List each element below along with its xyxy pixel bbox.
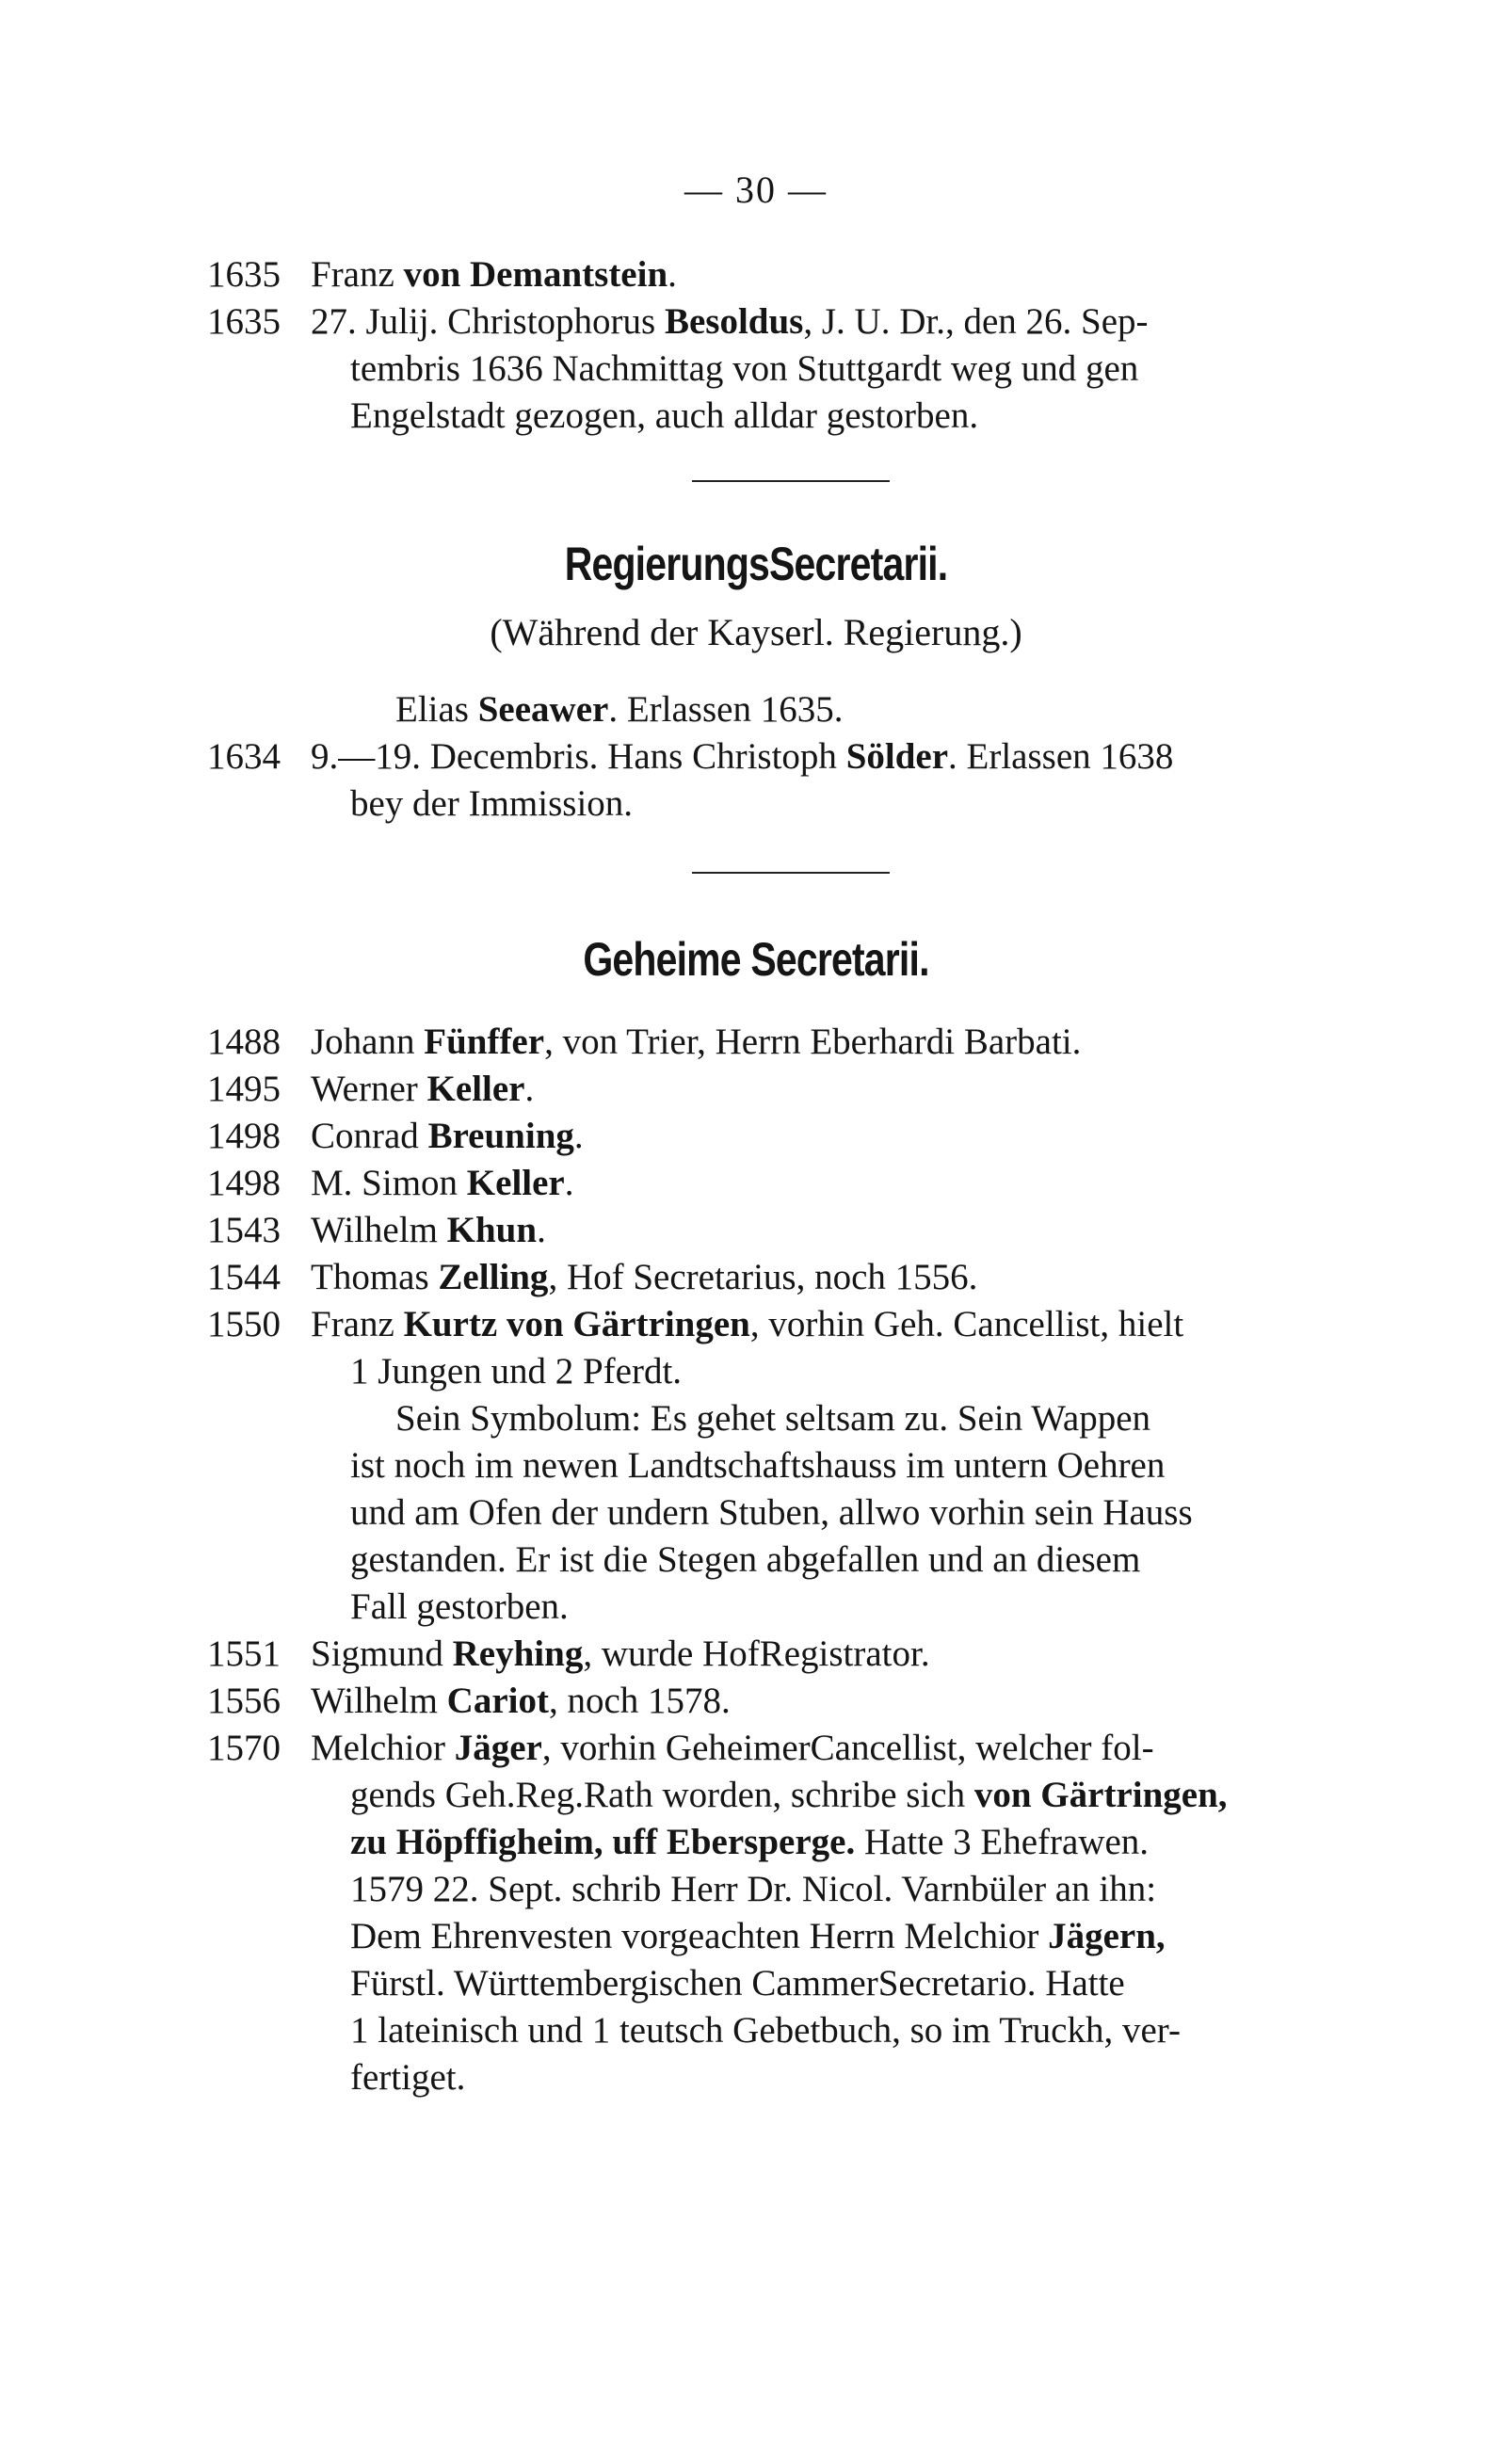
text-line — [311, 1632, 930, 1677]
text-run: Franz — [311, 254, 404, 295]
text-line — [311, 1679, 731, 1724]
text-run: Werner — [311, 1069, 427, 1109]
entry-year: 1544 — [207, 1257, 281, 1297]
text-line — [350, 1914, 1166, 1959]
text-line — [350, 1585, 569, 1630]
name-emphasis: Keller — [426, 1069, 525, 1109]
name-emphasis: Seeawer — [477, 689, 609, 730]
name-emphasis: Kurtz von Gärtringen — [403, 1304, 750, 1344]
text-line — [311, 299, 1149, 345]
text-run: Thomas — [311, 1257, 439, 1297]
text-line — [311, 1067, 534, 1112]
text-line — [350, 394, 978, 439]
name-emphasis: Keller — [466, 1163, 565, 1203]
name-emphasis: Jägern, — [1048, 1916, 1166, 1956]
text-line — [311, 1020, 1081, 1065]
name-emphasis: von Demantstein — [403, 254, 668, 295]
text-line — [311, 1161, 573, 1206]
entry-year: 1488 — [207, 1022, 281, 1062]
text-run: Wilhelm — [311, 1681, 447, 1721]
text-run: . Erlassen 1635. — [608, 689, 844, 730]
text-line — [395, 687, 843, 732]
text-run: Wilhelm — [311, 1210, 447, 1250]
text-line — [350, 1867, 1156, 1912]
text-run: , noch 1578. — [548, 1681, 731, 1721]
text-run: Johann — [311, 1022, 425, 1062]
text-run: , Hof Secretarius, noch 1556. — [548, 1257, 978, 1297]
text-line — [350, 1820, 1149, 1865]
text-run: ist noch im newen Landtschaftshauss im untern Oehren — [350, 1445, 1166, 1486]
text-run: Sigmund — [311, 1633, 453, 1674]
text-run: Fürstl. Württembergischen CammerSecretario. Hatte — [350, 1963, 1125, 2003]
entry-year: 1551 — [207, 1633, 281, 1674]
text-line — [311, 1208, 546, 1253]
name-emphasis: Cariot — [446, 1681, 549, 1721]
text-line — [311, 1255, 977, 1300]
text-run: , von Trier, Herrn Eberhardi Barbati. — [544, 1022, 1082, 1062]
text-line — [350, 1490, 1193, 1536]
text-run: . — [668, 254, 677, 295]
heading-regierungs-secretarii: RegierungsSecretarii. — [564, 538, 948, 590]
text-run: 1 lateinisch und 1 teutsch Gebetbuch, so im Truckh, ver- — [350, 2010, 1181, 2051]
text-run: 9.—19. Decembris. Hans Christoph — [311, 736, 846, 777]
text-run: . Erlassen 1638 — [948, 736, 1174, 777]
entry-year: 1570 — [207, 1728, 281, 1768]
text-run: Fall gestorben. — [350, 1586, 569, 1627]
text-line — [350, 781, 633, 827]
text-run: , vorhin GeheimerCancellist, welcher fol- — [541, 1728, 1154, 1768]
text-run: . — [564, 1163, 574, 1203]
name-emphasis: Khun — [446, 1210, 538, 1250]
text-run: und am Ofen der undern Stuben, allwo vorhin sein Hauss — [350, 1492, 1193, 1533]
text-run: Melchior — [311, 1728, 455, 1768]
page-number: — 30 — — [684, 169, 828, 211]
text-line — [350, 1443, 1165, 1488]
text-run: Engelstadt gezogen, auch alldar gestorben. — [350, 395, 979, 436]
entry-year: 1634 — [207, 736, 281, 777]
name-emphasis: Besoldus — [664, 301, 804, 342]
entry-year: 1635 — [207, 254, 281, 295]
text-line — [311, 1302, 1183, 1347]
name-emphasis: Reyhing — [452, 1633, 584, 1674]
text-run: Conrad — [311, 1116, 428, 1156]
heading-geheime-secretarii: Geheime Secretarii. — [583, 933, 929, 986]
name-emphasis: von Gärtringen, — [973, 1775, 1228, 1815]
text-run: . — [524, 1069, 535, 1109]
name-emphasis: zu Höpffigheim, uff Ebersperge. — [350, 1822, 856, 1862]
entry-year: 1635 — [207, 301, 281, 342]
entry-year: 1543 — [207, 1210, 281, 1250]
text-line — [350, 1961, 1125, 2006]
text-run: , J. U. Dr., den 26. Sep- — [803, 301, 1149, 342]
text-run: . — [573, 1116, 584, 1156]
entry-year: 1498 — [207, 1116, 281, 1156]
text-line — [350, 2008, 1181, 2053]
entry-year: 1556 — [207, 1681, 281, 1721]
text-line — [350, 346, 1138, 392]
text-run: tembris 1636 Nachmittag von Stuttgardt weg und gen — [350, 348, 1139, 389]
text-run: 27. Julij. Christophorus — [311, 301, 665, 342]
text-line — [350, 1349, 682, 1394]
text-line — [311, 252, 677, 298]
subheading-kayserl-regierung: (Während der Kayserl. Regierung.) — [490, 611, 1022, 653]
text-line — [350, 2055, 465, 2100]
text-run: bey der Immission. — [350, 783, 634, 824]
text-run: gends Geh.Reg.Rath worden, schribe sich — [350, 1775, 974, 1815]
name-emphasis: Jäger — [454, 1728, 542, 1768]
name-emphasis: Breuning — [427, 1116, 574, 1156]
text-line — [350, 1537, 1140, 1583]
name-emphasis: Fünffer — [424, 1022, 545, 1062]
text-run: Franz — [311, 1304, 404, 1344]
text-run: Sein Symbolum: Es gehet seltsam zu. Sein Wappen — [395, 1398, 1151, 1439]
text-run: Hatte 3 Ehefrawen. — [855, 1822, 1150, 1862]
text-run: gestanden. Er ist die Stegen abgefallen und an diesem — [350, 1539, 1141, 1580]
text-line — [311, 734, 1173, 780]
text-run: fertiget. — [350, 2057, 466, 2098]
divider-2 — [692, 872, 890, 874]
entry-year: 1495 — [207, 1069, 281, 1109]
text-line — [395, 1396, 1150, 1441]
text-run: Elias — [395, 689, 478, 730]
text-run: Dem Ehrenvesten vorgeachten Herrn Melchior — [350, 1916, 1049, 1956]
text-run: , vorhin Geh. Cancellist, hielt — [749, 1304, 1184, 1344]
entry-year: 1498 — [207, 1163, 281, 1203]
text-line — [350, 1773, 1228, 1818]
name-emphasis: Sölder — [845, 736, 949, 777]
text-line — [311, 1114, 584, 1159]
text-run: , wurde HofRegistrator. — [583, 1633, 930, 1674]
text-run: 1579 22. Sept. schrib Herr Dr. Nicol. Varnbüler an ihn: — [350, 1869, 1157, 1909]
text-line — [311, 1726, 1154, 1771]
text-run: 1 Jungen und 2 Pferdt. — [350, 1351, 683, 1392]
text-run: M. Simon — [311, 1163, 467, 1203]
entry-year: 1550 — [207, 1304, 281, 1344]
text-run: . — [537, 1210, 546, 1250]
name-emphasis: Zelling — [438, 1257, 549, 1297]
divider-1 — [692, 480, 890, 482]
